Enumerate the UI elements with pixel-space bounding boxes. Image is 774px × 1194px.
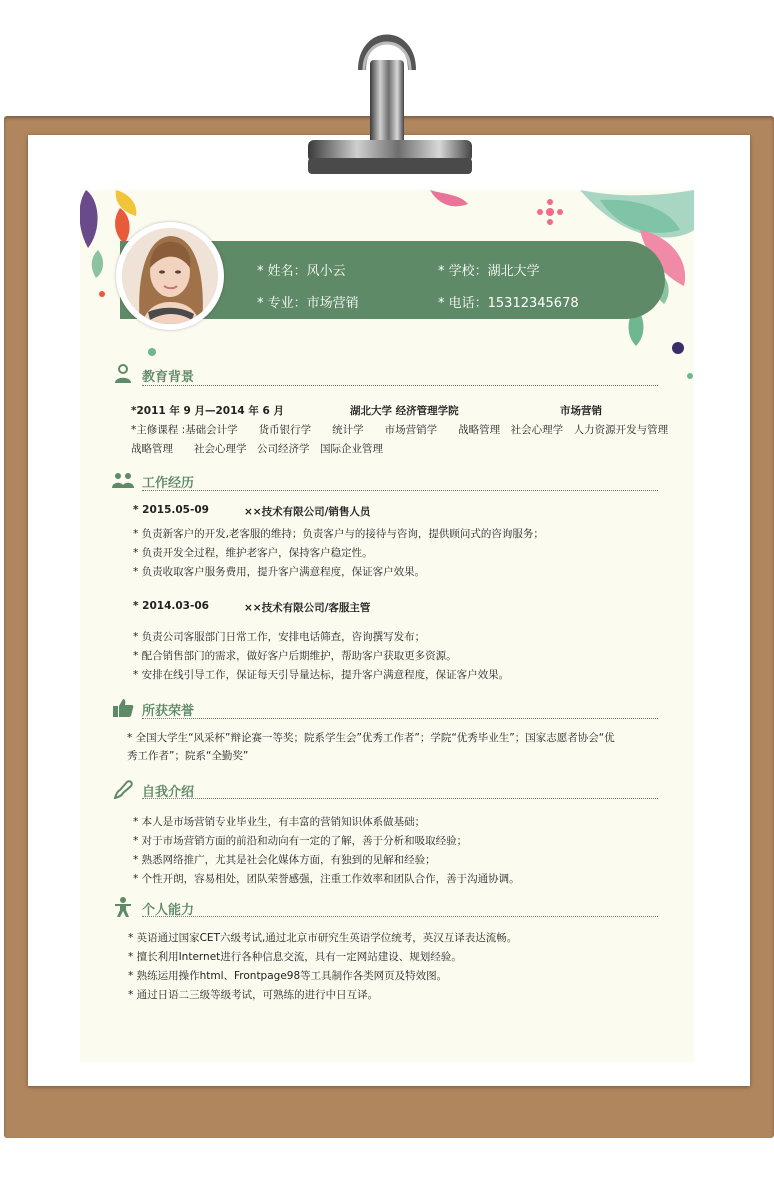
divider (142, 798, 658, 799)
user-icon (112, 364, 134, 384)
honors-text-cont: 秀工作者”；院系“全勤奖” (127, 750, 249, 762)
team-icon (112, 470, 134, 490)
phone-field: * 电话：15312345678 (438, 296, 579, 311)
job-date: * 2015.05-09 (133, 504, 209, 516)
list-item: * 对于市场营销方面的前沿和动向有一定的了解，善于分析和吸取经验； (133, 835, 468, 847)
education-major: 市场营销 (560, 405, 602, 417)
section-title-honors: 所获荣誉 (142, 704, 195, 719)
person-icon (112, 897, 134, 917)
divider (142, 916, 658, 917)
list-item: * 熟悉网络推广，尤其是社会化媒体方面，有独到的见解和经验； (133, 854, 436, 866)
list-item: * 英语通过国家CET六级考试,通过北京市研究生英语学位统考，英汉互译表达流畅。 (128, 932, 518, 944)
binder-clip-icon (300, 20, 480, 180)
job-date: * 2014.03-06 (133, 600, 209, 612)
name-field: * 姓名：风小云 (257, 264, 346, 279)
job-company: ××技术有限公司/客服主管 (244, 602, 371, 614)
thumbs-up-icon (112, 698, 134, 718)
avatar (122, 228, 218, 324)
list-item: * 负责开发全过程，维护老客户，保持客户稳定性。 (133, 547, 373, 559)
divider (142, 385, 658, 386)
honors-text: * 全国大学生“风采杯”辩论赛一等奖；院系学生会”优秀工作者”；学院“优秀毕业生”；国家志愿者协会“优 (127, 732, 615, 744)
job-company: ××技术有限公司/销售人员 (244, 506, 371, 518)
section-title-intro: 自我介绍 (142, 785, 195, 800)
education-school: 湖北大学 经济管理学院 (350, 405, 459, 417)
divider (142, 490, 658, 491)
section-title-work: 工作经历 (142, 476, 195, 491)
list-item: * 负责公司客服部门日常工作，安排电话筛查，咨询撰写发布； (133, 631, 426, 643)
education-period: *2011 年 9 月—2014 年 6 月 (131, 405, 284, 417)
list-item: * 配合销售部门的需求，做好客户后期维护，帮助客户获取更多资源。 (133, 650, 457, 662)
portrait-icon (122, 228, 218, 324)
education-courses-cont: 战略管理 社会心理学 公司经济学 国际企业管理 (131, 443, 383, 455)
section-title-education: 教育背景 (142, 370, 195, 385)
list-item: * 通过日语二三级等级考试，可熟练的进行中日互译。 (128, 989, 379, 1001)
list-item: * 安排在线引导工作，保证每天引导量达标，提升客户满意程度，保证客户效果。 (133, 669, 510, 681)
list-item: * 负责新客户的开发,老客服的维持；负责客户与的接待与咨询，提供顾问式的咨询服务； (133, 528, 544, 540)
list-item: * 本人是市场营销专业毕业生，有丰富的营销知识体系做基础； (133, 816, 426, 828)
section-title-skills: 个人能力 (142, 903, 195, 918)
list-item: * 擅长利用Internet进行各种信息交流，具有一定网站建设、规划经验。 (128, 951, 462, 963)
education-courses: *主修课程 :基础会计学 货币银行学 统计学 市场营销学 战略管理 社会心理学 人力资源开发与管理 (131, 424, 669, 436)
list-item: * 负责收取客户服务费用，提升客户满意程度，保证客户效果。 (133, 566, 426, 578)
list-item: * 个性开朗，容易相处，团队荣誉感强，注重工作效率和团队合作，善于沟通协调。 (133, 873, 520, 885)
major-field: * 专业：市场营销 (257, 296, 359, 311)
list-item: * 熟练运用操作html、Frontpage98等工具制作各类网页及特效图。 (128, 970, 448, 982)
divider (142, 718, 658, 719)
pen-icon (112, 779, 134, 799)
school-field: * 学校：湖北大学 (438, 264, 540, 279)
